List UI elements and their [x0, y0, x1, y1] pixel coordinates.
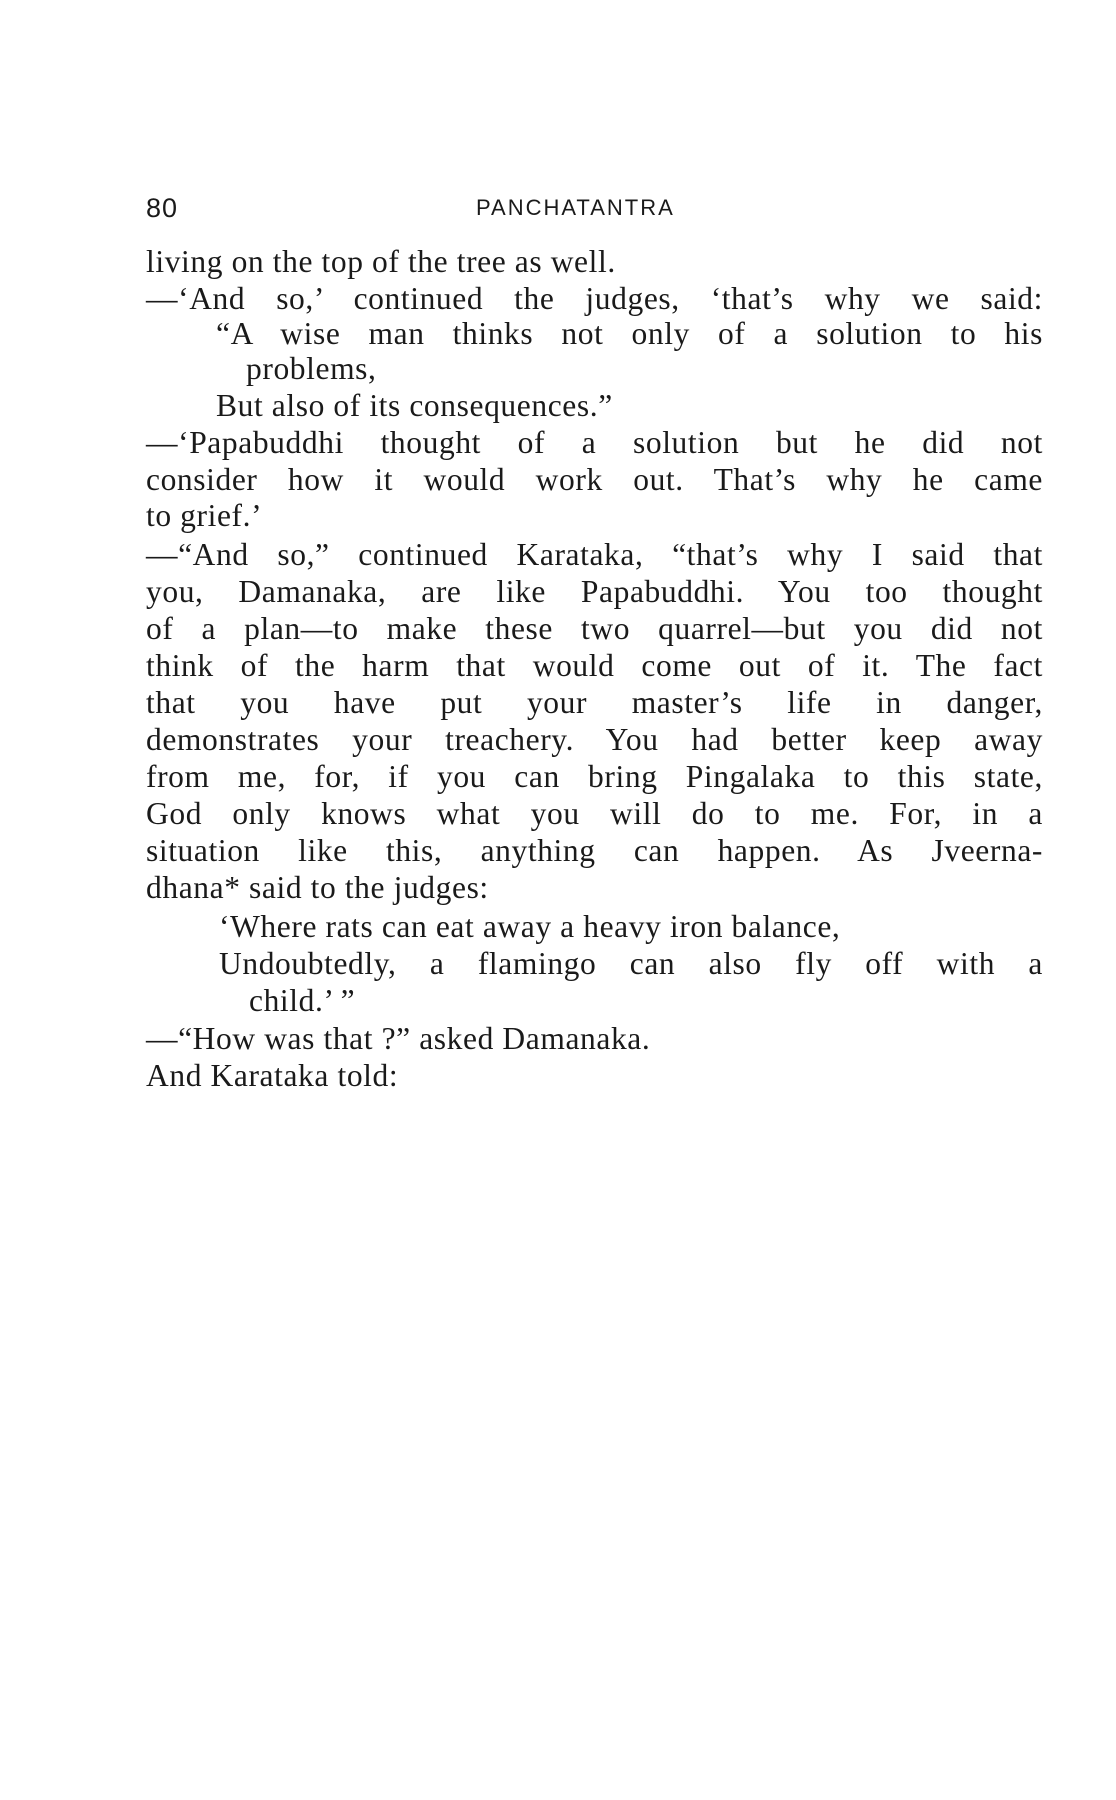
text-line: of a plan—to make these two quarrel—but you did not	[146, 611, 1043, 646]
text-line: to grief.’	[146, 498, 263, 533]
verse-line: problems,	[246, 351, 377, 386]
text-line: you, Damanaka, are like Papabuddhi. You too thought	[146, 574, 1043, 609]
text-line: situation like this, anything can happen. As Jveerna-	[146, 833, 1043, 868]
text-line: —“How was that ?” asked Damanaka.	[146, 1021, 651, 1056]
verse-line: But also of its consequences.”	[216, 388, 613, 423]
text-line: that you have put your master’s life in danger,	[146, 685, 1043, 720]
text-line: demonstrates your treachery. You had better keep away	[146, 722, 1043, 757]
text-line: —‘And so,’ continued the judges, ‘that’s why we said:	[146, 281, 1043, 316]
text-line: God only knows what you will do to me. For, in a	[146, 796, 1043, 831]
verse-line: ‘Where rats can eat away a heavy iron balance,	[219, 909, 841, 944]
text-line: And Karataka told:	[146, 1058, 399, 1093]
text-line: living on the top of the tree as well.	[146, 244, 616, 279]
text-line: consider how it would work out. That’s why he came	[146, 462, 1043, 497]
running-title: PANCHATANTRA	[476, 195, 675, 220]
verse-line: child.’ ”	[249, 983, 356, 1018]
text-line: from me, for, if you can bring Pingalaka to this state,	[146, 759, 1043, 794]
text-line: dhana* said to the judges:	[146, 870, 489, 905]
page-header	[146, 193, 706, 225]
text-line: think of the harm that would come out of it. The fact	[146, 648, 1043, 683]
text-line: —‘Papabuddhi thought of a solution but he did not	[146, 425, 1043, 460]
verse-line: Undoubtedly, a flamingo can also fly off with a	[219, 946, 1043, 981]
verse-line: “A wise man thinks not only of a solution to his	[216, 316, 1043, 351]
page-number: 80	[146, 193, 179, 223]
text-line: —“And so,” continued Karataka, “that’s why I said that	[146, 537, 1043, 572]
